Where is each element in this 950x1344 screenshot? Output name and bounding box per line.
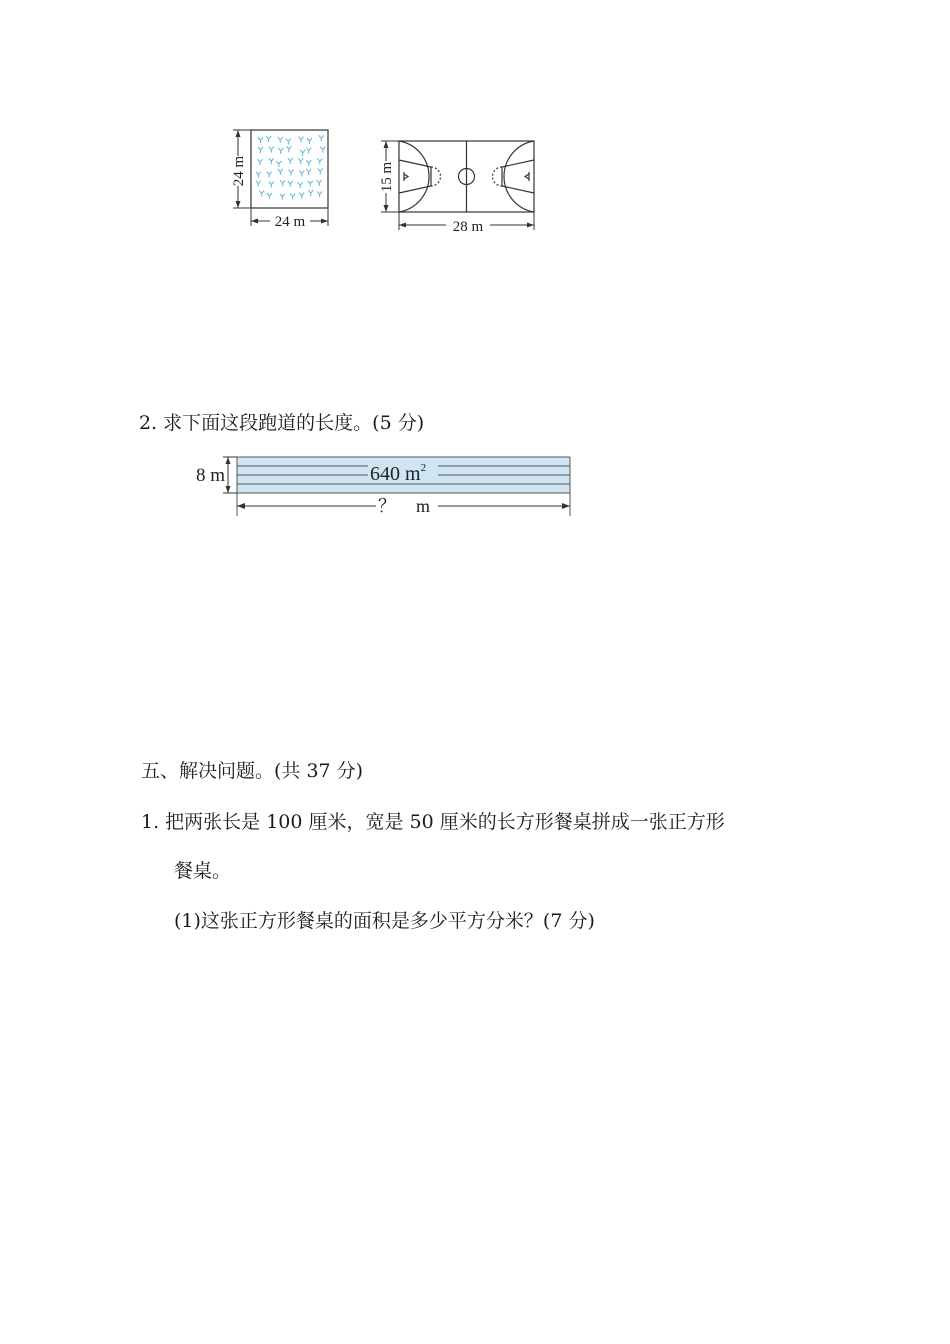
area-figures (220, 120, 550, 240)
lawn-bottom-label: 24 m (274, 214, 306, 230)
q1-text-line2: 餐桌。 (174, 860, 232, 882)
court-side-label: 15 m (379, 161, 395, 193)
q1-subquestion-1: (1)这张正方形餐桌的面积是多少平方分米？(7 分) (174, 910, 595, 932)
basketball-court (399, 141, 534, 212)
runway-height-label: 8 m (196, 465, 226, 486)
runway-length-unit: m (416, 496, 431, 516)
section5-title: 五、解决问题。(共 37 分) (141, 760, 364, 782)
runway-length-question: ？ (378, 496, 396, 516)
lawn-side-label: 24 m (231, 155, 247, 187)
q2-prompt: 2. 求下面这段跑道的长度。(5 分) (139, 412, 425, 434)
runway-area-label: 640 $m^2$ (370, 462, 427, 485)
runway-figure (190, 450, 580, 522)
court-bottom-label: 28 m (452, 219, 484, 235)
q1-text-line1: 1. 把两张长是 100 厘米，宽是 50 厘米的长方形餐桌拼成一张正方形 (141, 811, 725, 833)
lawn-square (231, 130, 328, 230)
